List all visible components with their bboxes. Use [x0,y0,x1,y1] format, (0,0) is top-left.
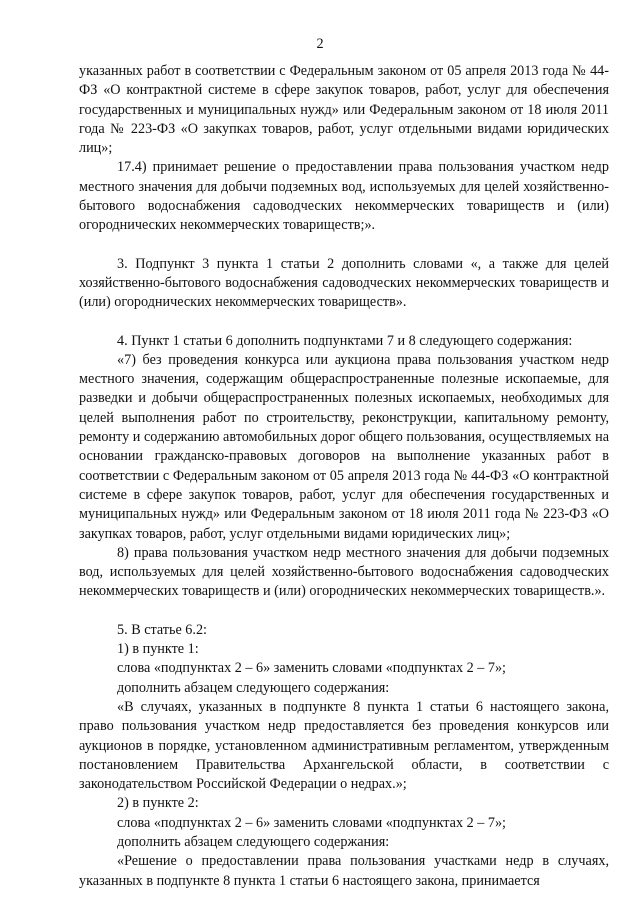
paragraph-point-1: 1) в пункте 1: [117,641,199,658]
paragraph-subitem-8: 8) права пользования участком недр местного значения для добычи подземных вод, используемых для целей хозяйственно-бытового водоснабжения садоводческих некоммерческих товариществ и (или) огороднических некоммерческих товариществ.». [79,544,609,600]
paragraph-item-3: 3. Подпункт 3 пункта 1 статьи 2 дополнить словами «, а также для целей хозяйственно-бытового водоснабжения садоводческих некоммерческих товариществ и (или) огороднических некоммерческих товариществ». [79,255,609,311]
paragraph-add-clause-2: дополнить абзацем следующего содержания: [117,833,390,850]
document-body [79,62,609,891]
paragraph-add-clause-1: дополнить абзацем следующего содержания: [117,679,390,696]
paragraph-point-2: 2) в пункте 2: [117,795,199,812]
paragraph-replace-words-1: слова «подпунктах 2 – 6» заменить словами «подпунктах 2 – 7»; [117,660,506,677]
paragraph-subitem-7: «7) без проведения конкурса или аукциона права пользования участком недр местного значения, содержащим общераспространенные полезные ископаемые, для разведки и добычи общераспространенных полезных ископаемых, необходимых для целей выполнения работ по строительству, реконструкции, капитальному ремонту, ремонту и содержанию автомобильных дорог общего пользования, осуществляемых на основании гражданско-правовых договоров на выполнение указанных работ в соответствии с Федеральным законом от 05 апреля 2013 года № 44-ФЗ «О контрактной системе в сфере закупок товаров, работ, услуг для обеспечения государственных и муниципальных нужд» или Федеральным законом от 18 июля 2011 года № 223-ФЗ «О закупках товаров, работ, услуг отдельными видами юридических лиц»; [79,351,609,542]
paragraph-new-clause-2: «Решение о предоставлении права пользования участками недр в случаях, указанных в подпункте 8 пункта 1 статьи 6 настоящего закона, принимается [79,853,609,889]
paragraph-replace-words-2: слова «подпунктах 2 – 6» заменить словами «подпунктах 2 – 7»; [117,814,506,831]
paragraph-17-4: 17.4) принимает решение о предоставлении права пользования участком недр местного значения для добычи подземных вод, используемых для целей хозяйственно-бытового водоснабжения садоводческих некоммерческих товариществ и (или) огороднических некоммерческих товариществ;». [79,159,609,234]
paragraph-item-5: 5. В статье 6.2: [117,621,207,638]
paragraph-item-4: 4. Пункт 1 статьи 6 дополнить подпунктами 7 и 8 следующего содержания: [117,332,573,349]
page-number: 2 [316,36,324,52]
paragraph-continuation: указанных работ в соответствии с Федеральным законом от 05 апреля 2013 года № 44-ФЗ «О контрактной системе в сфере закупок товаров, работ, услуг для обеспечения государственных и муниципальных нужд» или Федеральным законом от 18 июля 2011 года № 223-ФЗ «О закупках товаров, работ, услуг отдельными видами юридических лиц»; [79,63,609,157]
paragraph-new-clause-1: «В случаях, указанных в подпункте 8 пункта 1 статьи 6 настоящего закона, право пользования участком недр предоставляется без проведения конкурсов или аукционов в порядке, установленном административным регламентом, утвержденным постановлением Правительства Архангельской области, в соответствии с законодательством Российской Федерации о недрах.»; [79,698,609,793]
